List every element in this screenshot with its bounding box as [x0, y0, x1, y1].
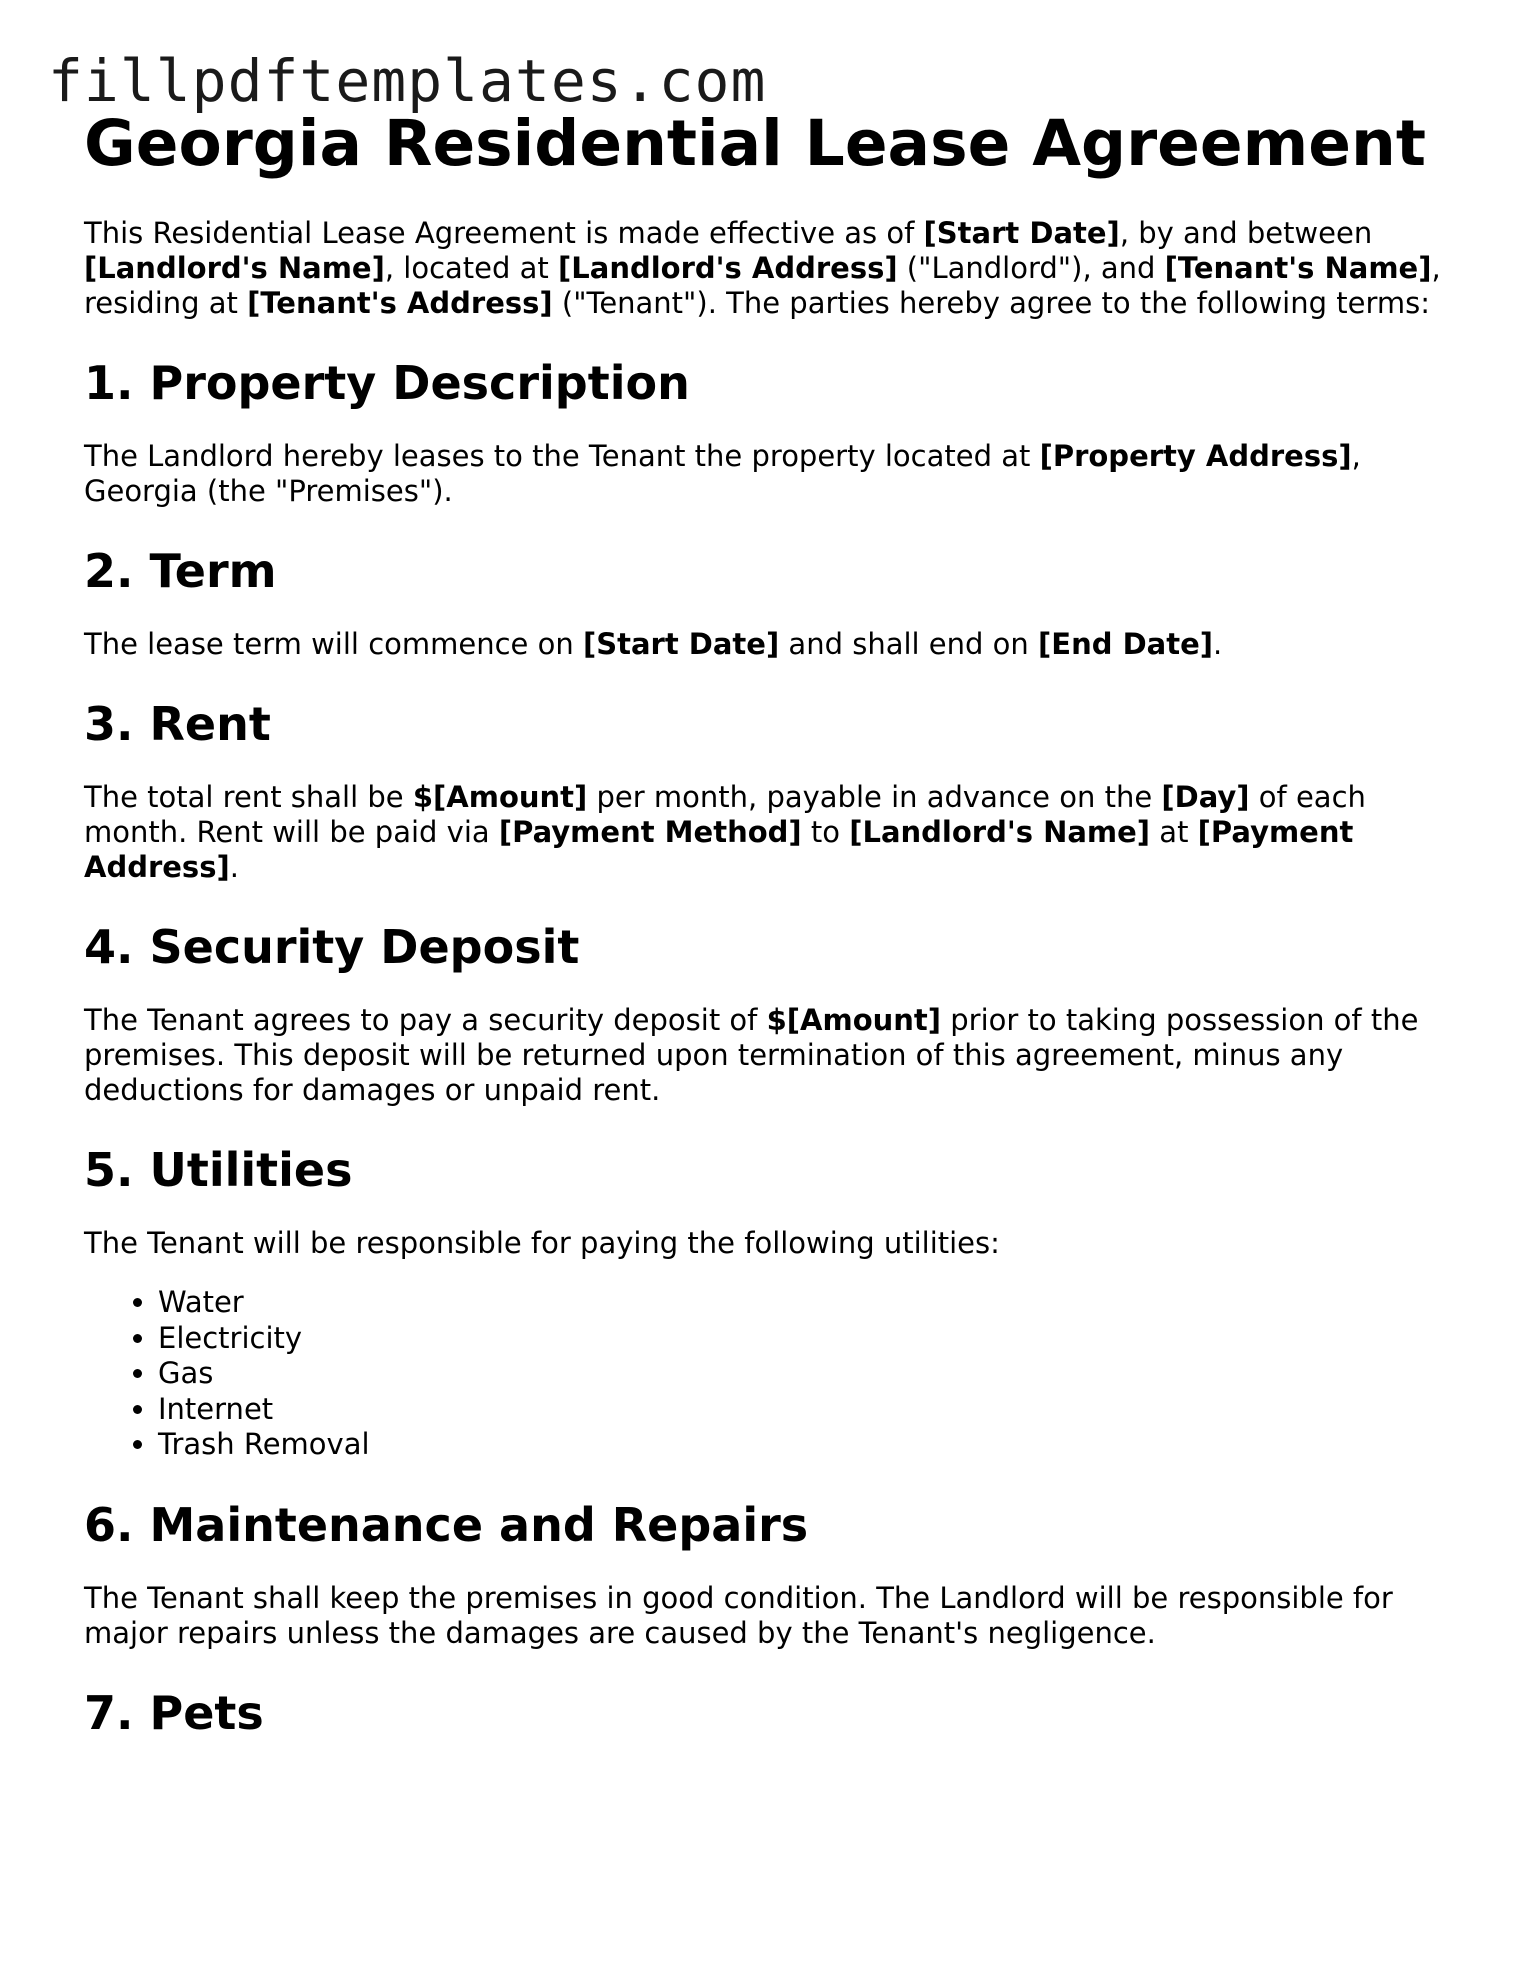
placeholder-landlord-name: [Landlord's Name]: [84, 251, 385, 285]
utilities-list: [84, 1285, 1444, 1463]
intro-paragraph: [84, 216, 1444, 321]
section-heading-utilities: 5. Utilities: [84, 1143, 353, 1197]
section-heading-deposit: 4. Security Deposit: [84, 920, 580, 974]
list-item: • Electricity: [158, 1321, 1444, 1357]
intro-text: ("Landlord"), and: [897, 251, 1165, 285]
section-text-deposit: [84, 1003, 1444, 1108]
placeholder-tenant-name: [Tenant's Name]: [1164, 251, 1432, 285]
placeholder-payment-method: [Payment Method]: [498, 815, 802, 849]
document-body: [84, 104, 1444, 1741]
section-text: per month, payable in advance on the: [587, 780, 1162, 814]
document-title: Georgia Residential Lease Agreement: [84, 107, 1426, 180]
placeholder-landlord-address: [Landlord's Address]: [558, 251, 898, 285]
list-item: • Trash Removal: [158, 1427, 1444, 1463]
section-heading-pets: 7. Pets: [84, 1685, 264, 1740]
section-text-rent: [84, 780, 1444, 885]
section-text-utilities: The Tenant will be responsible for paying the following utilities:: [84, 1226, 1000, 1260]
intro-text: ("Tenant"). The parties hereby agree to the following terms:: [552, 286, 1430, 320]
section-heading-property: 1. Property Description: [84, 356, 690, 410]
placeholder-end-date: [End Date]: [1038, 627, 1213, 661]
section-text-property: [84, 439, 1444, 509]
intro-text: , by and between: [1119, 216, 1373, 250]
section-text-term: [84, 627, 1444, 662]
section-heading-maintenance: 6. Maintenance and Repairs: [84, 1497, 809, 1552]
list-item: • Gas: [158, 1356, 1444, 1392]
section-text: The Landlord hereby leases to the Tenant the property located at: [84, 439, 1040, 473]
section-text: The total rent shall be: [84, 780, 413, 814]
intro-text: This Residential Lease Agreement is made effective as of: [84, 216, 924, 250]
placeholder-start-date: [Start Date]: [923, 216, 1120, 250]
intro-text: , located at: [384, 251, 559, 285]
list-item: • Internet: [158, 1392, 1444, 1428]
section-text: , Georgia (the "Premises").: [84, 439, 1361, 508]
placeholder-landlord-name: [Landlord's Name]: [849, 815, 1151, 849]
section-text: to: [801, 815, 850, 849]
section-text: The lease term will commence on: [84, 627, 583, 661]
placeholder-amount: $[Amount]: [766, 1003, 942, 1037]
placeholder-tenant-address: [Tenant's Address]: [247, 286, 553, 320]
section-text: .: [229, 850, 239, 884]
list-item: • Water: [158, 1285, 1444, 1321]
section-text: The Tenant agrees to pay a security deposit of: [84, 1003, 767, 1037]
section-text: and shall end on: [779, 627, 1038, 661]
placeholder-day: [Day]: [1161, 780, 1250, 814]
watermark: fillpdftemplates.com: [48, 47, 767, 115]
section-text: prior to taking possession of the premises. This deposit will be returned upon termination of this agreement, minus any deductions for damages or unpaid rent.: [84, 1003, 1419, 1107]
section-heading-rent: 3. Rent: [84, 697, 271, 751]
section-text: .: [1213, 627, 1223, 661]
placeholder-payment-address: [Payment Address]: [84, 815, 1354, 884]
section-text-maintenance: The Tenant shall keep the premises in good condition. The Landlord will be responsible for major repairs unless the damages are caused by the Tenant's negligence.: [84, 1580, 1393, 1650]
placeholder-start-date: [Start Date]: [582, 627, 780, 661]
section-text: at: [1150, 815, 1198, 849]
section-heading-term: 2. Term: [84, 544, 277, 598]
placeholder-property-address: [Property Address]: [1039, 439, 1352, 473]
placeholder-amount: $[Amount]: [412, 780, 588, 814]
intro-text: , residing at: [84, 251, 1441, 320]
section-text: of each month. Rent will be paid via: [84, 780, 1366, 849]
